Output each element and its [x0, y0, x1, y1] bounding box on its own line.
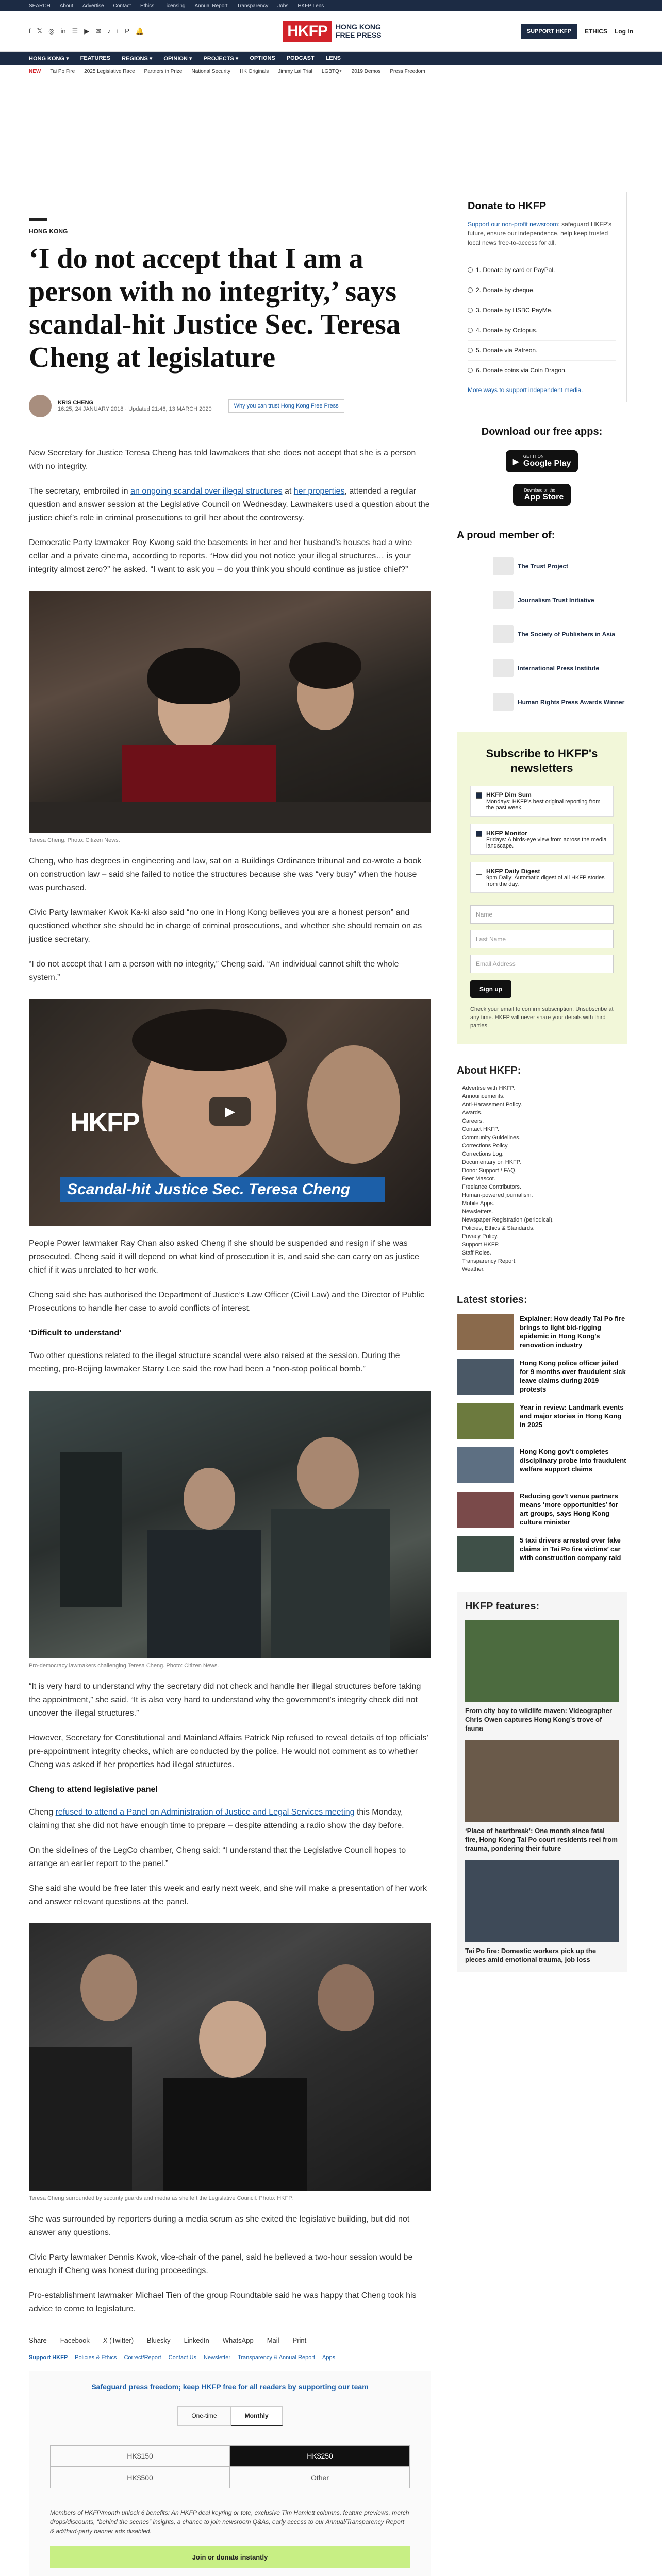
trending-item[interactable]: Press Freedom	[390, 69, 425, 74]
paragraph: The secretary, embroiled in an ongoing scandal over illegal structures at her properties, attended a regular question and answer session at the Legislative Council on Wednesday. Lawmakers used a question about the justice chief’s role in criminal prosecutions to grill her about the controversy.	[29, 487, 430, 522]
sidebar	[457, 78, 627, 2576]
support-links	[29, 2354, 431, 2361]
main-nav	[0, 52, 662, 65]
about-link[interactable]: Privacy Policy.	[462, 1233, 499, 1240]
feature-item[interactable]: Tai Po fire: Domestic workers pick up the pieces amid emotional trauma, job loss	[465, 1860, 619, 1964]
illegal-structures-link[interactable]: an ongoing scandal over illegal structures	[130, 487, 283, 496]
paragraph: Cheng refused to attend a Panel on Administration of Justice and Legal Services meeting this Monday, claiming that she did not have enough time to prepare – despite attending a radio show the day before.	[29, 1808, 404, 1830]
paragraph: New Secretary for Justice Teresa Cheng has told lawmakers that she does not accept that she is a person with no integrity.	[29, 449, 416, 471]
about-link[interactable]: Donor Support / FAQ.	[462, 1167, 517, 1174]
about-link[interactable]: Freelance Contributors.	[462, 1184, 521, 1190]
about-link[interactable]: Newsletters.	[462, 1209, 493, 1215]
nav-podcast[interactable]: PODCAST	[286, 55, 315, 61]
linkedin-icon[interactable]: in	[60, 27, 66, 35]
about-link[interactable]: Careers.	[462, 1118, 484, 1124]
photo-caption: Teresa Cheng surrounded by security guards and media as she left the Legislative Council. Photo: HKFP.	[29, 2195, 293, 2201]
paragraph: Civic Party lawmaker Dennis Kwok, vice-chair of the panel, said he believed a two-hour session would be enough if Cheng was honest during proceedings.	[29, 2253, 413, 2275]
share-bar	[29, 2336, 431, 2344]
sign-up-button[interactable]: Sign up	[470, 980, 511, 998]
story-thumbnail	[457, 1314, 514, 1350]
topbar-licensing[interactable]: Licensing	[163, 3, 186, 9]
about-link[interactable]: Support HKFP.	[462, 1242, 500, 1248]
donate-option[interactable]: 1. Donate by card or PayPal.	[468, 260, 616, 280]
logo-line2: FREE PRESS	[335, 30, 382, 39]
about-link[interactable]: Staff Roles.	[462, 1250, 491, 1256]
amount-option[interactable]: HK$150	[50, 2445, 230, 2467]
patreon-icon[interactable]: P	[125, 27, 129, 35]
member-trust-project[interactable]: The Trust Project	[493, 557, 627, 575]
login-link[interactable]: Log In	[614, 27, 633, 35]
newsletter-option[interactable]: HKFP Dim Sum Mondays: HKFP's best original reporting from the past week.	[470, 786, 614, 817]
checkbox[interactable]	[476, 869, 482, 875]
youtube-icon[interactable]: ▶	[84, 27, 90, 35]
tab-one-time[interactable]: One-time	[177, 2406, 230, 2426]
logo-line1: HONG KONG	[335, 23, 381, 31]
story-thumbnail	[457, 1447, 514, 1483]
story-item[interactable]: Year in review: Landmark events and major stories in Hong Kong in 2025	[457, 1403, 627, 1439]
latest-heading: Latest stories:	[457, 1294, 527, 1306]
apps-heading: Download our free apps:	[481, 426, 603, 437]
support-link[interactable]: Newsletter	[204, 2354, 231, 2361]
telegram-icon[interactable]: t	[117, 27, 119, 35]
share-print[interactable]: Print	[292, 2336, 307, 2344]
paragraph: Pro-establishment lawmaker Michael Tien of the group Roundtable said he was happy that Cheng took his advice to come to legislature.	[29, 2291, 417, 2313]
story-thumbnail	[457, 1536, 514, 1572]
support-link[interactable]: Transparency & Annual Report	[238, 2354, 316, 2361]
new-badge: NEW	[29, 69, 41, 74]
about-link[interactable]: Weather.	[462, 1266, 485, 1273]
nav-projects[interactable]: PROJECTS ▾	[203, 55, 239, 62]
amount-option[interactable]: HK$500	[50, 2467, 230, 2488]
feature-item[interactable]: ‘Place of heartbreak’: One month since fatal fire, Hong Kong Tai Po court residents reel from trauma, pondering their future	[465, 1740, 619, 1853]
article-photo	[29, 1391, 431, 1658]
member-sopa[interactable]: The Society of Publishers in Asia	[493, 625, 627, 643]
share-x[interactable]: X (Twitter)	[103, 2336, 134, 2344]
article-photo	[29, 591, 431, 833]
newsletter-note: Check your email to confirm subscription. Unsubscribe at any time. HKFP will never share your details with third parties.	[470, 1006, 614, 1029]
her-properties-link[interactable]: her properties	[293, 487, 345, 496]
section-heading: ‘Difficult to understand’	[29, 1329, 122, 1337]
top-utility-bar	[0, 0, 662, 11]
donate-option[interactable]: 6. Donate coins via Coin Dragon.	[468, 360, 616, 380]
paragraph: On the sidelines of the LegCo chamber, Cheng said: “I understand that the Legislative Council hopes to arrange an earlier report to the panel.”	[29, 1846, 406, 1868]
notification-bell-icon[interactable]: 🔔	[135, 27, 144, 35]
topbar-lens[interactable]: HKFP Lens	[297, 3, 324, 9]
share-label: Share	[29, 2336, 47, 2344]
photo-caption: Pro-democracy lawmakers challenging Teresa Cheng. Photo: Citizen News.	[29, 1663, 219, 1669]
member-hrpa[interactable]: Human Rights Press Awards Winner	[493, 693, 627, 711]
donation-panel-title: Safeguard press freedom; keep HKFP free for all readers by supporting our team	[91, 2383, 369, 2391]
play-icon[interactable]: ▶	[209, 1097, 251, 1126]
support-link[interactable]: Support HKFP	[29, 2354, 68, 2361]
about-link[interactable]: Documentary on HKFP.	[462, 1159, 521, 1165]
category-rule	[29, 218, 47, 221]
ethics-link[interactable]: ETHICS	[584, 27, 607, 35]
panel-meeting-link[interactable]: refused to attend a Panel on Administration of Justice and Legal Services meeting	[55, 1808, 355, 1817]
about-heading: About HKFP:	[457, 1065, 521, 1076]
support-link[interactable]: Contact Us	[168, 2354, 197, 2361]
newsletter-title: Subscribe to HKFP's newsletters	[486, 747, 598, 774]
paragraph: People Power lawmaker Ray Chan also asked Cheng if she should be suspended and resign if she was prosecuted. Cheng said it will depend on what kind of prosecution it is, and said she can carry on as justice chief if it was unrelated to her work.	[29, 1239, 419, 1275]
topbar-annual-report[interactable]: Annual Report	[194, 3, 228, 9]
paragraph: However, Secretary for Constitutional and Mainland Affairs Patrick Nip refused to reveal details of top officials’ pre-appointment integrity checks, which are conducted by the police. He would not comment as to whether Cheng was asked if her properties had illegal structures.	[29, 1734, 428, 1769]
tab-monthly[interactable]: Monthly	[231, 2406, 283, 2426]
topbar-transparency[interactable]: Transparency	[237, 3, 269, 9]
topbar-contact[interactable]: Contact	[113, 3, 131, 9]
trending-item[interactable]: Tai Po Fire	[50, 69, 75, 74]
about-link[interactable]: Community Guidelines.	[462, 1134, 521, 1141]
article	[29, 78, 431, 2576]
about-link[interactable]: Policies, Ethics & Standards.	[462, 1225, 535, 1231]
feature-image	[465, 1740, 619, 1822]
story-thumbnail	[457, 1492, 514, 1528]
donation-panel	[29, 2371, 431, 2576]
nav-lens[interactable]: LENS	[325, 55, 341, 61]
google-play-icon: ▶	[512, 457, 519, 466]
newsletter-option[interactable]: HKFP Monitor Fridays: A birds-eye view from across the media landscape.	[470, 824, 614, 855]
about-link[interactable]: Announcements.	[462, 1093, 505, 1099]
nav-options[interactable]: OPTIONS	[250, 55, 275, 61]
support-link[interactable]: Apps	[322, 2354, 336, 2361]
trending-item[interactable]: HK Originals	[240, 69, 269, 74]
trending-item[interactable]: Jimmy Lai Trial	[278, 69, 312, 74]
share-bluesky[interactable]: Bluesky	[147, 2336, 171, 2344]
checkbox-checked[interactable]	[476, 831, 482, 837]
about-link[interactable]: Advertise with HKFP.	[462, 1085, 515, 1091]
trending-item[interactable]: National Security	[191, 69, 231, 74]
newsletter-signup	[457, 732, 627, 1044]
about-link[interactable]: Mobile Apps.	[462, 1200, 494, 1207]
share-facebook[interactable]: Facebook	[60, 2336, 90, 2344]
topbar-advertise[interactable]: Advertise	[82, 3, 104, 9]
story-item[interactable]: Hong Kong gov’t completes disciplinary probe into fraudulent welfare support claims	[457, 1447, 627, 1483]
paragraph: “It is very hard to understand why the secretary did not check and handle her illegal structures before taking the appointment,” she said. “It is also very hard to understand why the government’s integrity check did not uncover the illegal structures.”	[29, 1682, 421, 1718]
paragraph: Cheng, who has degrees in engineering and law, sat on a Buildings Ordinance tribunal and co-wrote a book on construction law – said she failed to notice the structures because she was “very busy” when the house was purchased.	[29, 857, 422, 892]
logo-mark: HKFP	[283, 21, 332, 42]
trust-badge[interactable]: Why you can trust Hong Kong Free Press	[228, 399, 344, 413]
about-hkfp	[457, 1065, 627, 1274]
trending-item[interactable]: LGBTQ+	[321, 69, 342, 74]
trending-nav	[0, 65, 662, 78]
nav-features[interactable]: FEATURES	[80, 55, 111, 61]
nav-opinion[interactable]: OPINION ▾	[163, 55, 192, 62]
nav-regions[interactable]: REGIONS ▾	[122, 55, 153, 62]
topbar-search[interactable]: SEARCH	[29, 3, 51, 9]
video-title-banner: Scandal-hit Justice Sec. Teresa Cheng	[60, 1177, 385, 1202]
checkbox-checked[interactable]	[476, 792, 482, 799]
trending-item[interactable]: 2025 Legislative Race	[84, 69, 135, 74]
story-item[interactable]: Hong Kong police officer jailed for 9 months over fraudulent sick leave claims during 2019 protests	[457, 1359, 627, 1395]
video-logo: HKFP	[70, 1108, 139, 1138]
support-newsroom-link[interactable]: Support our non-profit newsroom	[468, 221, 558, 228]
threads-icon[interactable]: ☰	[72, 27, 78, 35]
membership-benefits: Members of HKFP/month unlock 6 benefits: An HKFP deal keyring or tote, exclusive Tim Hamlett columns, feature previews, merch drops/discounts, “behind the scenes” insights, a chance to join newsroom Q&As, early access to our Annual/Transparency Report & ad/third-party banner ads disabled.	[50, 2509, 409, 2535]
article-title: ‘I do not accept that I am a person with no integrity,’ says scandal-hit Justice Sec. Teresa Cheng at legislature	[29, 243, 401, 374]
more-ways-link[interactable]: More ways to support independent media.	[468, 386, 583, 394]
about-link[interactable]: Corrections Log.	[462, 1151, 504, 1157]
paragraph: Cheng said she has authorised the Department of Justice’s Law Officer (Civil Law) and the Director of Public Prosecutions to handle her case to avoid conflicts of interest.	[29, 1291, 424, 1313]
donate-option[interactable]: 5. Donate via Patreon.	[468, 340, 616, 360]
author-avatar	[29, 395, 52, 417]
facebook-icon[interactable]: f	[29, 27, 31, 35]
social-links	[29, 27, 144, 36]
donate-title: Donate to HKFP	[468, 200, 547, 212]
share-mail[interactable]: Mail	[267, 2336, 279, 2344]
app-store-badge[interactable]: Download on the App Store	[513, 484, 571, 506]
story-thumbnail	[457, 1403, 514, 1439]
hkfp-features	[457, 1592, 627, 1972]
donate-box: Donate to HKFP Support our non-profit newsroom: safeguard HKFP's future, ensure our independence, help keep trusted local news free-to-access for all. 1. Donate by card or PayPal. 2. Donate by cheque. 3. Donate by HSBC PayMe. 4. Donate by Octopus. 5. Donate via Patreon. 6. Donate coins via Coin Dragon. More ways to support independent media.	[457, 192, 627, 402]
author-name[interactable]: KRIS CHENG	[58, 400, 94, 406]
email-input[interactable]: Email Address	[470, 955, 614, 973]
article-category[interactable]: HONG KONG	[29, 228, 68, 235]
section-heading: Cheng to attend legislative panel	[29, 1785, 158, 1794]
site-logo[interactable]	[283, 21, 381, 42]
first-name-input[interactable]: Name	[470, 905, 614, 924]
email-icon[interactable]: ✉	[95, 27, 102, 35]
byline	[29, 395, 431, 417]
about-link[interactable]: Newspaper Registration (periodical).	[462, 1217, 554, 1223]
video-player[interactable]	[29, 999, 431, 1226]
feature-item[interactable]: From city boy to wildlife maven: Videographer Chris Owen captures Hong Kong’s trove of fauna	[465, 1620, 619, 1733]
story-item[interactable]: 5 taxi drivers arrested over fake claims in Tai Po fire victims’ car with construction company raid	[457, 1536, 627, 1572]
about-link[interactable]: Awards.	[462, 1110, 483, 1116]
story-item[interactable]: Reducing gov’t venue partners means ‘more opportunities’ for art groups, says Hong Kong culture minister	[457, 1492, 627, 1528]
tiktok-icon[interactable]: ♪	[107, 27, 111, 35]
donate-option[interactable]: 4. Donate by Octopus.	[468, 320, 616, 340]
about-link[interactable]: Contact HKFP.	[462, 1126, 499, 1132]
photo-caption: Teresa Cheng. Photo: Citizen News.	[29, 837, 120, 843]
trending-item[interactable]: Partners in Prize	[144, 69, 183, 74]
member-jti[interactable]: Journalism Trust Initiative	[493, 591, 627, 609]
donate-option[interactable]: 2. Donate by cheque.	[468, 280, 616, 300]
trending-item[interactable]: 2019 Demos	[351, 69, 381, 74]
paragraph: She was surrounded by reporters during a media scrum as she exited the legislative building, but did not answer any questions.	[29, 2215, 410, 2237]
article-dates: 16:25, 24 JANUARY 2018 · Updated 21:46, 13 MARCH 2020	[58, 406, 212, 412]
paragraph: Democratic Party lawmaker Roy Kwong said the basements in her and her husband’s houses had a wine cellar and a private cinema, according to reports. “How did you not notice your illegal structures… is your integrity almost zero?” he asked. “I want to ask you – do you think you should continue as justice chief?”	[29, 538, 412, 574]
x-icon[interactable]: 𝕏	[37, 27, 43, 35]
member-heading: A proud member of:	[457, 530, 555, 541]
about-link[interactable]: Corrections Policy.	[462, 1143, 509, 1149]
topbar-about[interactable]: About	[59, 3, 73, 9]
share-linkedin[interactable]: LinkedIn	[184, 2336, 209, 2344]
instagram-icon[interactable]: ◎	[48, 27, 55, 35]
topbar-jobs[interactable]: Jobs	[277, 3, 289, 9]
paragraph: Civic Party lawmaker Kwok Ka-ki also said “no one in Hong Kong believes you are a honest person” and questioned whether she should be in charge of criminal prosecutions, and whether she should remain on as justice secretary.	[29, 908, 422, 944]
nav-hong-kong[interactable]: HONG KONG ▾	[29, 55, 69, 62]
newsletter-option[interactable]: HKFP Daily Digest 9pm Daily: Automatic digest of all HKFP stories from the day.	[470, 862, 614, 893]
google-play-badge[interactable]: ▶ GET IT ON Google Play	[506, 450, 578, 472]
article-photo	[29, 1923, 431, 2191]
feature-image	[465, 1860, 619, 1942]
site-header	[0, 11, 662, 52]
paragraph: She said she would be free later this week and early next week, and she will make a presentation of her work and answer relevant questions at the panel.	[29, 1884, 427, 1906]
support-hkfp-button[interactable]: SUPPORT HKFP	[521, 24, 577, 39]
amount-option-selected[interactable]: HK$250	[230, 2445, 410, 2467]
support-link[interactable]: Correct/Report	[124, 2354, 161, 2361]
topbar-ethics[interactable]: Ethics	[140, 3, 155, 9]
amount-option-other[interactable]: Other	[230, 2467, 410, 2488]
share-whatsapp[interactable]: WhatsApp	[222, 2336, 254, 2344]
about-link[interactable]: Anti-Harassment Policy.	[462, 1101, 522, 1108]
paragraph: Two other questions related to the illegal structure scandal were also raised at the session. During the meeting, pro-Beijing lawmaker Starry Lee said the row had been a “non-stop political bomb.”	[29, 1351, 400, 1374]
about-link[interactable]: Transparency Report.	[462, 1258, 517, 1264]
paragraph: “I do not accept that I am a person with no integrity,” Cheng said. “An individual cannot shift the whole system.”	[29, 960, 399, 982]
donate-option[interactable]: 3. Donate by HSBC PayMe.	[468, 300, 616, 320]
about-link[interactable]: Human-powered journalism.	[462, 1192, 533, 1198]
join-donate-button[interactable]: Join or donate instantly	[50, 2546, 410, 2568]
latest-stories	[457, 1294, 627, 1572]
story-thumbnail	[457, 1359, 514, 1395]
feature-image	[465, 1620, 619, 1702]
features-heading: HKFP features:	[465, 1601, 540, 1612]
member-ipi[interactable]: International Press Institute	[493, 659, 627, 677]
story-item[interactable]: Explainer: How deadly Tai Po fire brings to light bid-rigging epidemic in Hong Kong’s renovation industry	[457, 1314, 627, 1350]
last-name-input[interactable]: Last Name	[470, 930, 614, 948]
about-link[interactable]: Beer Mascot.	[462, 1176, 495, 1182]
support-link[interactable]: Policies & Ethics	[75, 2354, 117, 2361]
